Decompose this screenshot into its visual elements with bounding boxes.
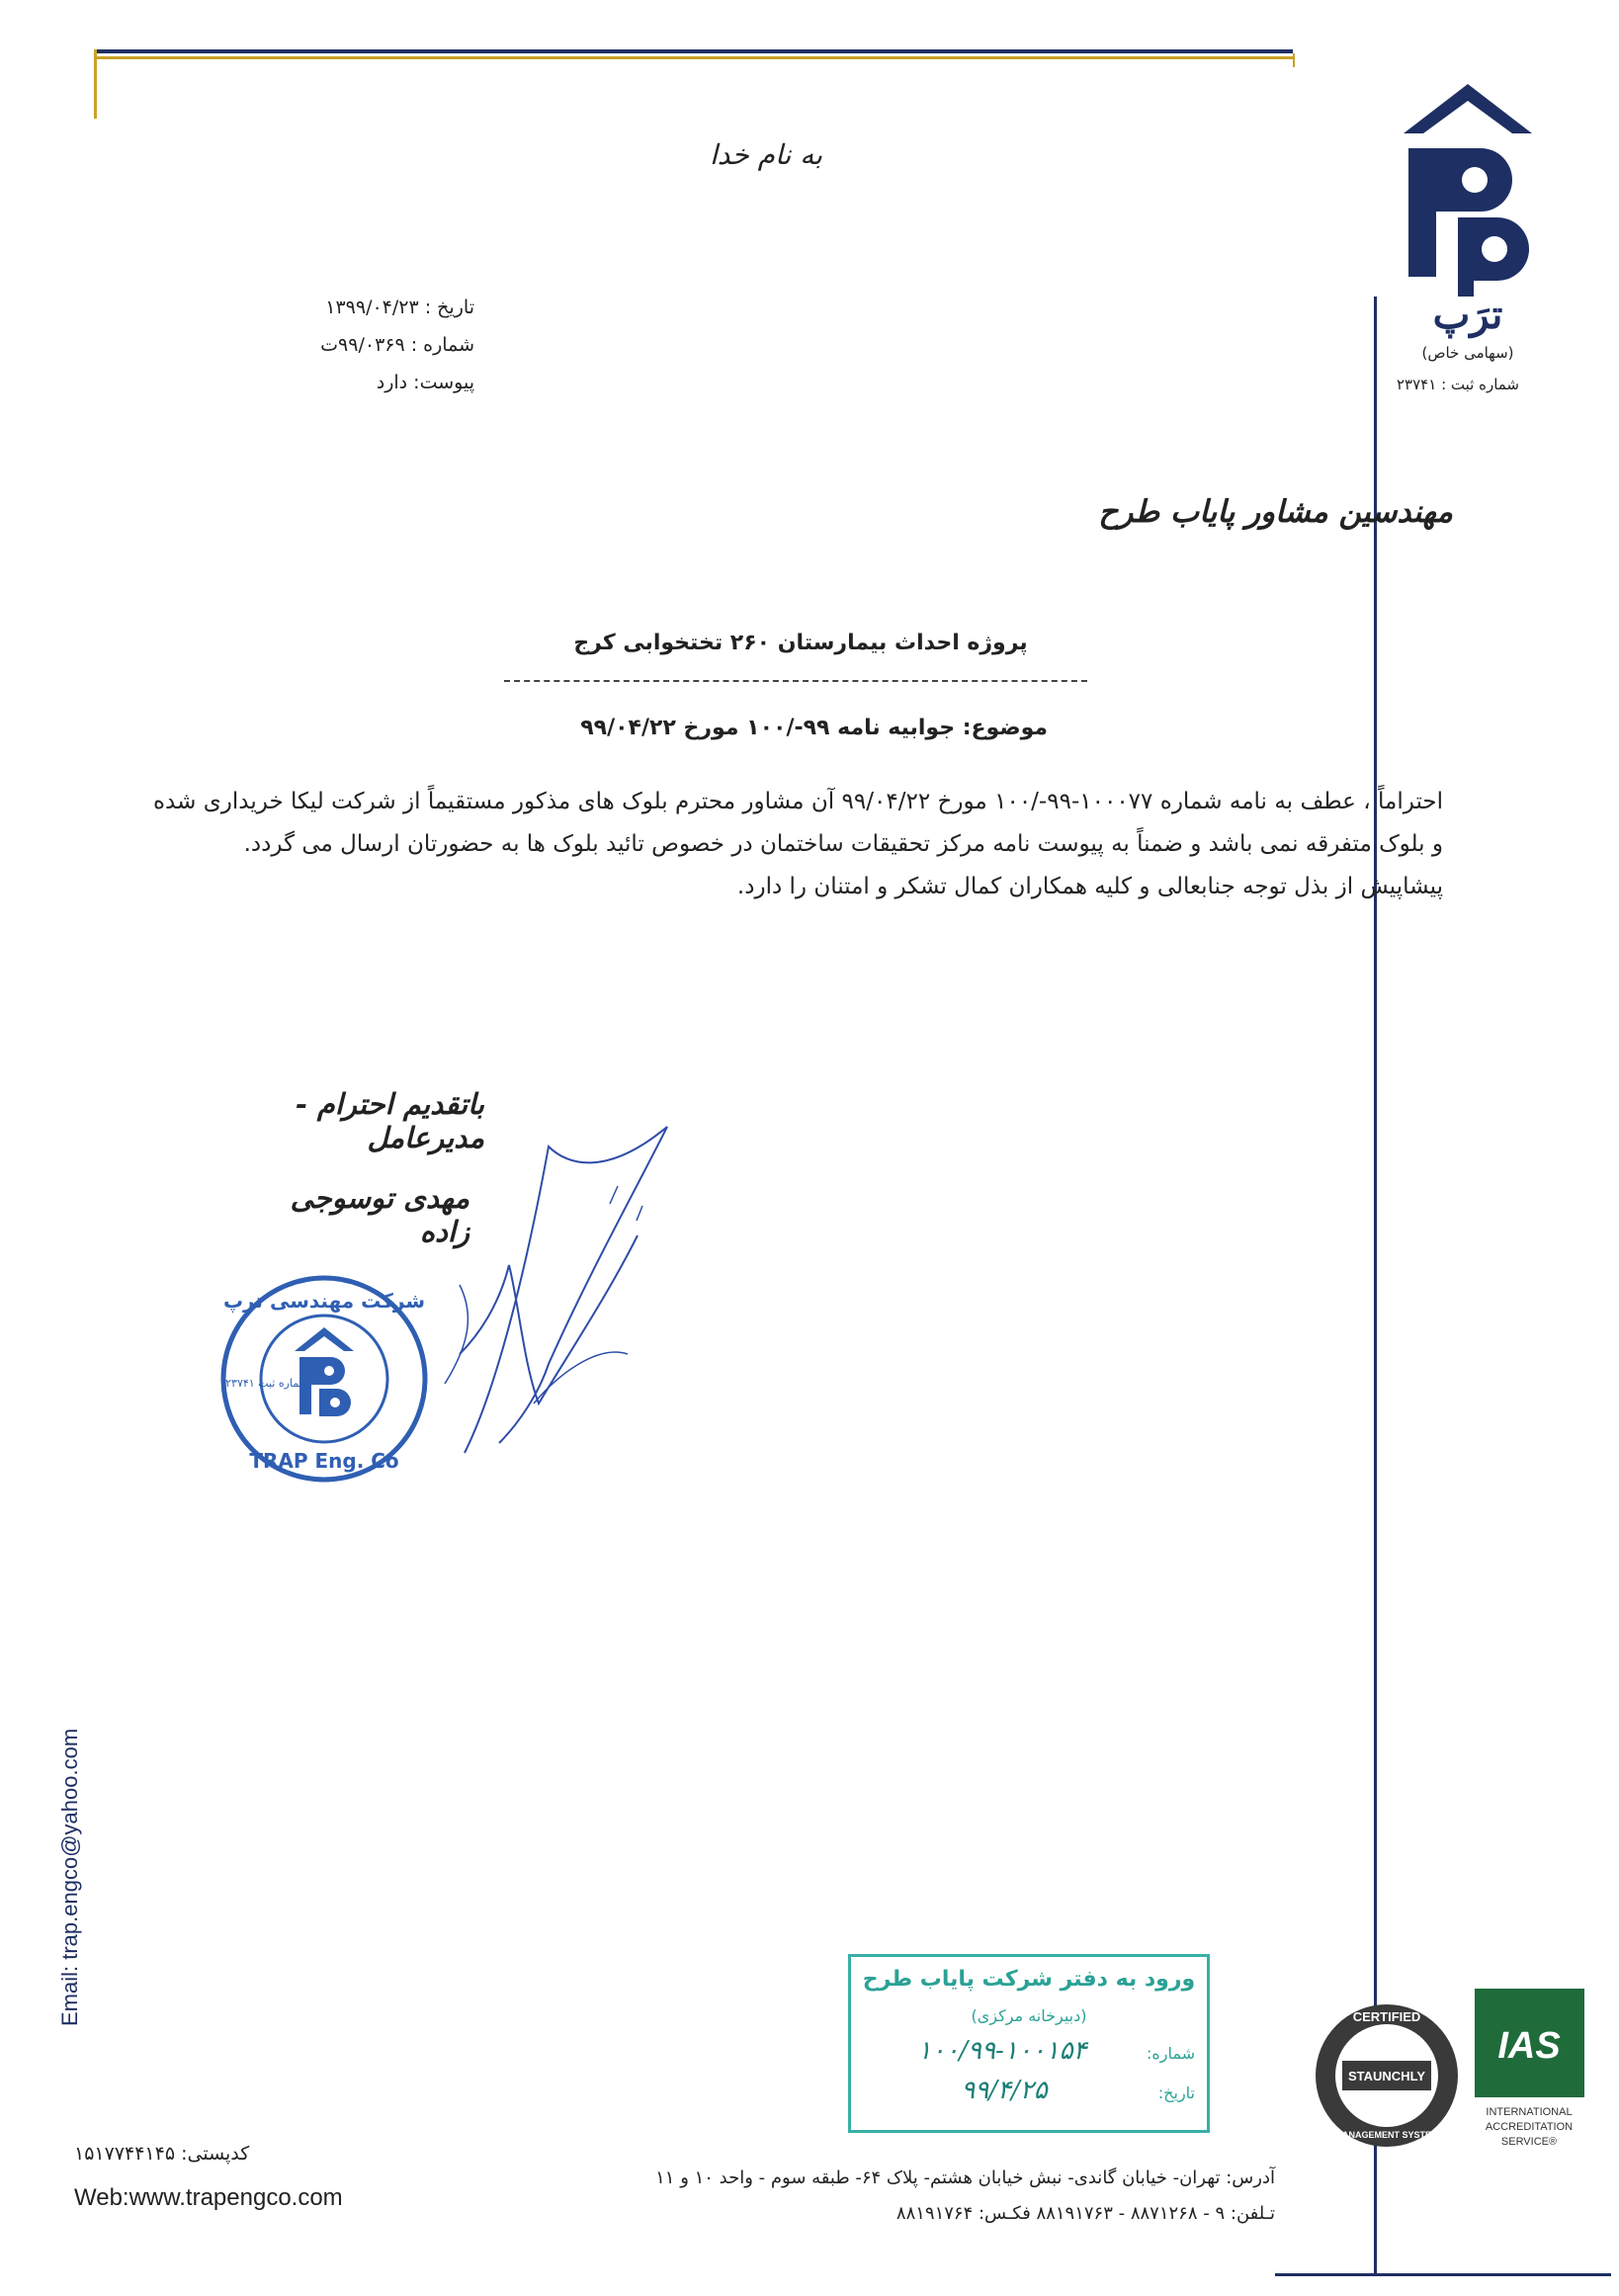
ias-accreditation-icon xyxy=(1473,1987,1586,2160)
website-link[interactable]: Web:www.trapengco.com xyxy=(74,2184,343,2211)
trap-logo-icon xyxy=(1364,79,1572,297)
certified-management-system-icon xyxy=(1313,2001,1461,2150)
ias-line1: INTERNATIONAL xyxy=(1486,2106,1573,2118)
stamp-date-label: تاریخ: xyxy=(1157,2083,1195,2102)
ias-line3: SERVICE® xyxy=(1500,2136,1558,2148)
ias-line2: ACCREDITATION xyxy=(1485,2121,1574,2133)
email-sidebar xyxy=(57,1651,97,2026)
stamp-title: ورود به دفتر شرکت پایاب طرح xyxy=(862,1967,1196,1992)
divider xyxy=(504,680,1087,682)
letter-date: تاریخ : ۱۳۹۹/۰۴/۲۳ xyxy=(325,297,474,318)
stamp-number-label: شماره: xyxy=(1146,2044,1195,2063)
project-title: پروژه احداث بیمارستان ۲۶۰ تختخوابی کرج xyxy=(573,631,1028,655)
letter-attachment: پیوست: دارد xyxy=(376,372,474,393)
letter-meta xyxy=(277,289,474,401)
stamp-number-value: ۱۰۰/۹۹-۱۰۰۱۵۴ xyxy=(917,2036,1087,2066)
cert1-title: CERTIFIED xyxy=(1352,2009,1421,2024)
top-border-end xyxy=(1293,53,1295,67)
basmala: به نام خدا xyxy=(709,138,823,171)
company-name: ترَپ xyxy=(1432,292,1503,338)
cert1-brand: STAUNCHLY xyxy=(1347,2069,1426,2083)
handwritten-signature-icon xyxy=(440,1107,776,1473)
inbox-stamp xyxy=(848,1954,1210,2133)
postal-code: ۱۵۱۷۷۴۴۱۴۵ :کدپستی xyxy=(74,2143,250,2165)
body-paragraph: احتراماً ، عطف به نامه شماره ۱۰۰۰۷۷-۹۹-/۱۰۰ مورخ ۹۹/۰۴/۲۲ آن مشاور محترم بلوک های مذکور مستقیماً از شرکت لیکا خریداری شده و بلوک متفرقه نمی باشد و ضمناً به پیوست نامه مرکز تحقیقات ساختمان در خصوص تائید بلوک ها به حضورتان ارسال می گردد. xyxy=(153,789,1444,857)
subject-line: موضوع: جوابیه نامه ۹۹-/۱۰۰ مورخ ۹۹/۰۴/۲۲ xyxy=(580,716,1048,740)
company-registration: شماره ثبت : ۲۳۷۴۱ xyxy=(1397,376,1519,393)
top-border-gold xyxy=(94,56,1293,59)
email-text[interactable]: Email: trap.engco@yahoo.com xyxy=(57,1728,82,2026)
company-type: (سهامی خاص) xyxy=(1421,344,1514,362)
seal-reg-text: شماره ثبت ۲۳۷۴۱ xyxy=(225,1377,308,1390)
ias-logo-text: IAS xyxy=(1497,2025,1561,2067)
signer-name: مهدی توسوجی زاده xyxy=(290,1181,469,1248)
top-border xyxy=(94,49,1293,53)
seal-text-top: شرکت مهندسی ترپ xyxy=(222,1289,426,1313)
stamp-date-value: ۹۹/۴/۲۵ xyxy=(961,2076,1048,2105)
address-line: آدرس: تهران- خیابان گاندی- نبش خیابان هشتم- پلاک ۶۴- طبقه سوم - واحد ۱۰ و ۱۱ xyxy=(655,2168,1275,2188)
closing-paragraph: پیشاپیش از بذل توجه جنابعالی و کلیه همکاران کمال تشکر و امتنان را دارد. xyxy=(736,874,1443,899)
cert1-sub: MANAGEMENT SYSTEM xyxy=(1334,2130,1439,2140)
stamp-subtitle: (دبیرخانه مرکزی) xyxy=(971,2006,1087,2025)
phone-line: تـلفن: ۹ - ۸۸۷۱۲۶۸ - ۸۸۱۹۱۷۶۳ فکـس: ۸۸۱۹۱۷۶۴ xyxy=(895,2203,1275,2224)
letter-number: شماره : ۹۹/۰۳۶۹ت xyxy=(320,334,474,356)
recipient: مهندسین مشاور پایاب طرح xyxy=(1098,494,1453,530)
bottom-border xyxy=(1275,2273,1611,2276)
seal-text-bottom: TRAP Eng. Co xyxy=(249,1449,399,1473)
letter-body xyxy=(153,781,1443,908)
right-border xyxy=(1374,297,1377,2273)
company-seal-icon xyxy=(215,1270,433,1488)
left-border-accent xyxy=(94,49,97,119)
regards-line: باتقدیم احترام - مدیرعامل xyxy=(295,1087,484,1154)
